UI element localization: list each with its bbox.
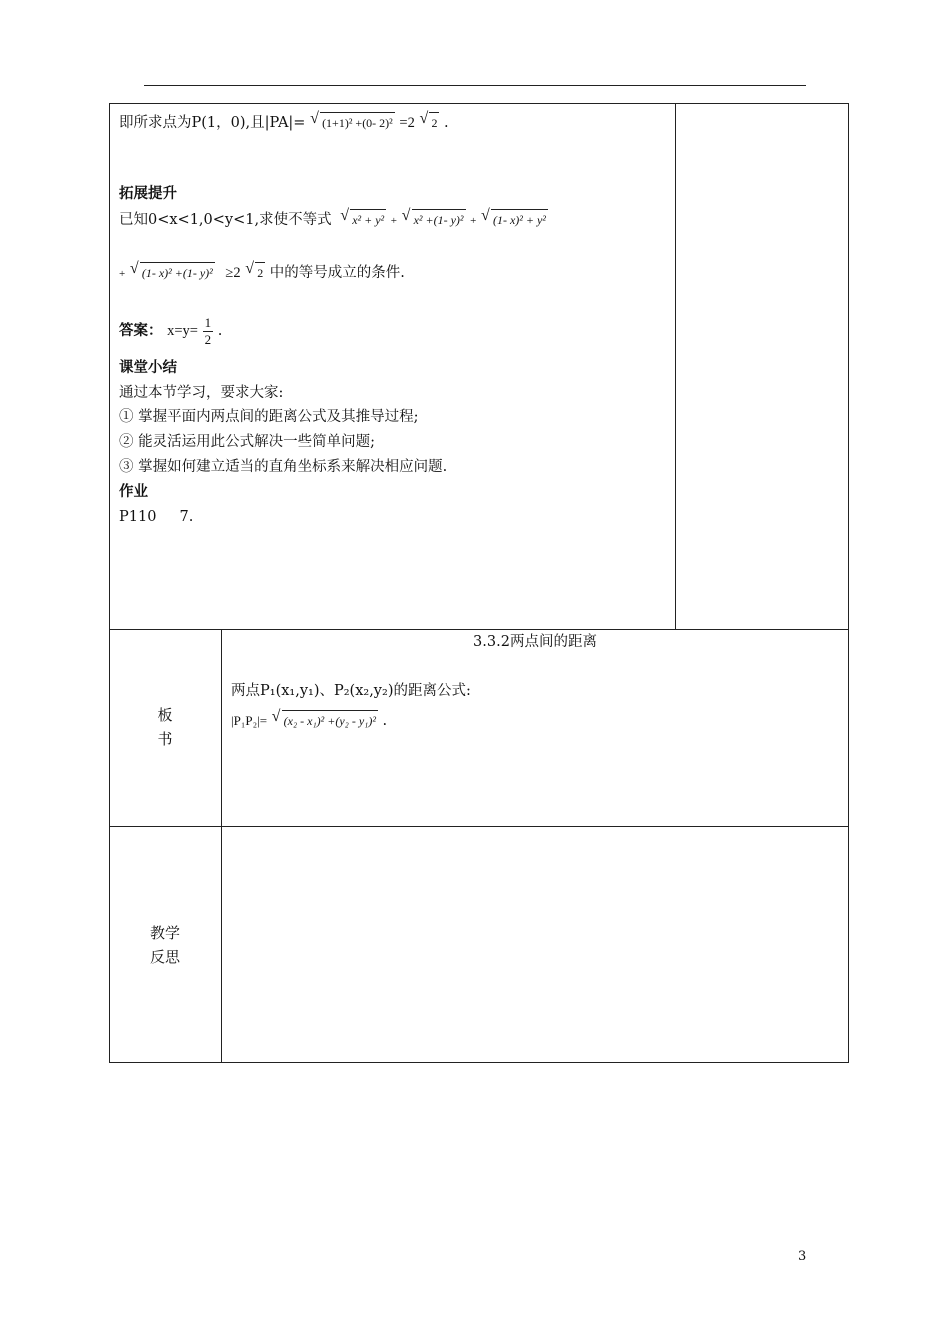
solution-end: . bbox=[444, 115, 449, 131]
answer-end: . bbox=[217, 323, 223, 339]
extension-geq: ≥2 bbox=[225, 265, 241, 281]
board-label-line2: 书 bbox=[157, 730, 173, 748]
reflection-label-line2: 反思 bbox=[149, 948, 180, 966]
solution-text: 即所求点为P(1，0),且|PA|= bbox=[119, 115, 306, 131]
label-column-divider bbox=[221, 629, 222, 1063]
board-label bbox=[109, 703, 221, 751]
extension-sqrt-1: √ x² + y² bbox=[340, 209, 386, 230]
reflection-label-line1: 教学 bbox=[149, 924, 180, 942]
extension-sqrt-2: √ x² +(1- y)² bbox=[402, 209, 466, 230]
extension-sqrt2: √ 2 bbox=[245, 262, 265, 283]
lesson-table bbox=[109, 103, 849, 1063]
answer-text: x=y= bbox=[167, 323, 198, 339]
summary-item: ② 能灵活运用此公式解决一些简单问题; bbox=[119, 434, 375, 450]
homework-heading: 作业 bbox=[119, 484, 148, 500]
board-label-line1: 板 bbox=[157, 706, 173, 724]
notes-column-divider bbox=[675, 103, 676, 629]
page-number: 3 bbox=[798, 1249, 807, 1264]
board-title: 3.3.2两点间的距离 bbox=[473, 634, 597, 650]
board-formula-end: . bbox=[382, 713, 388, 729]
solution-line bbox=[119, 112, 449, 133]
extension-line1 bbox=[119, 209, 548, 231]
summary-heading: 课堂小结 bbox=[119, 360, 177, 376]
extension-line2 bbox=[119, 262, 405, 284]
extension-sqrt-4: √ (1- x)² +(1- y)² bbox=[130, 262, 215, 283]
homework-text: P110 7. bbox=[119, 509, 194, 525]
reflection-label bbox=[109, 921, 221, 969]
answer-line bbox=[119, 312, 222, 350]
extension-tail: 中的等号成立的条件. bbox=[269, 265, 405, 281]
board-formula-line bbox=[231, 710, 387, 731]
extension-heading: 拓展提升 bbox=[119, 186, 177, 202]
solution-sqrt2: √ 2 bbox=[419, 112, 439, 133]
solution-result: =2 bbox=[399, 115, 415, 131]
summary-item: ① 掌握平面内两点间的距离公式及其推导过程; bbox=[119, 409, 419, 425]
row-divider-1 bbox=[109, 629, 849, 630]
answer-label: 答案： bbox=[119, 323, 163, 339]
header-rule bbox=[144, 85, 806, 86]
board-formula-lhs: |P₁P₂|= bbox=[231, 713, 268, 728]
extension-sqrt-3: √ (1- x)² + y² bbox=[481, 209, 548, 230]
summary-intro: 通过本节学习，要求大家: bbox=[119, 385, 284, 401]
extension-plus-2: + bbox=[470, 215, 477, 227]
answer-fraction: $\frac{1}{2}$ bbox=[204, 314, 212, 347]
solution-sqrt: √ (1+1)² +(0- 2)² bbox=[310, 112, 395, 133]
extension-plus-3: + bbox=[119, 268, 126, 280]
extension-text: 已知0<x<1,0<y<1,求使不等式 bbox=[119, 212, 332, 228]
extension-plus-1: + bbox=[390, 215, 397, 227]
board-formula-sqrt: √ (x₂ - x₁)² +(y₂ - y₁)² bbox=[272, 710, 378, 731]
summary-item: ③ 掌握如何建立适当的直角坐标系来解决相应问题. bbox=[119, 459, 448, 475]
row-divider-2 bbox=[109, 826, 849, 827]
board-formula-intro: 两点P₁(x₁,y₁)、P₂(x₂,y₂)的距离公式: bbox=[231, 683, 471, 699]
